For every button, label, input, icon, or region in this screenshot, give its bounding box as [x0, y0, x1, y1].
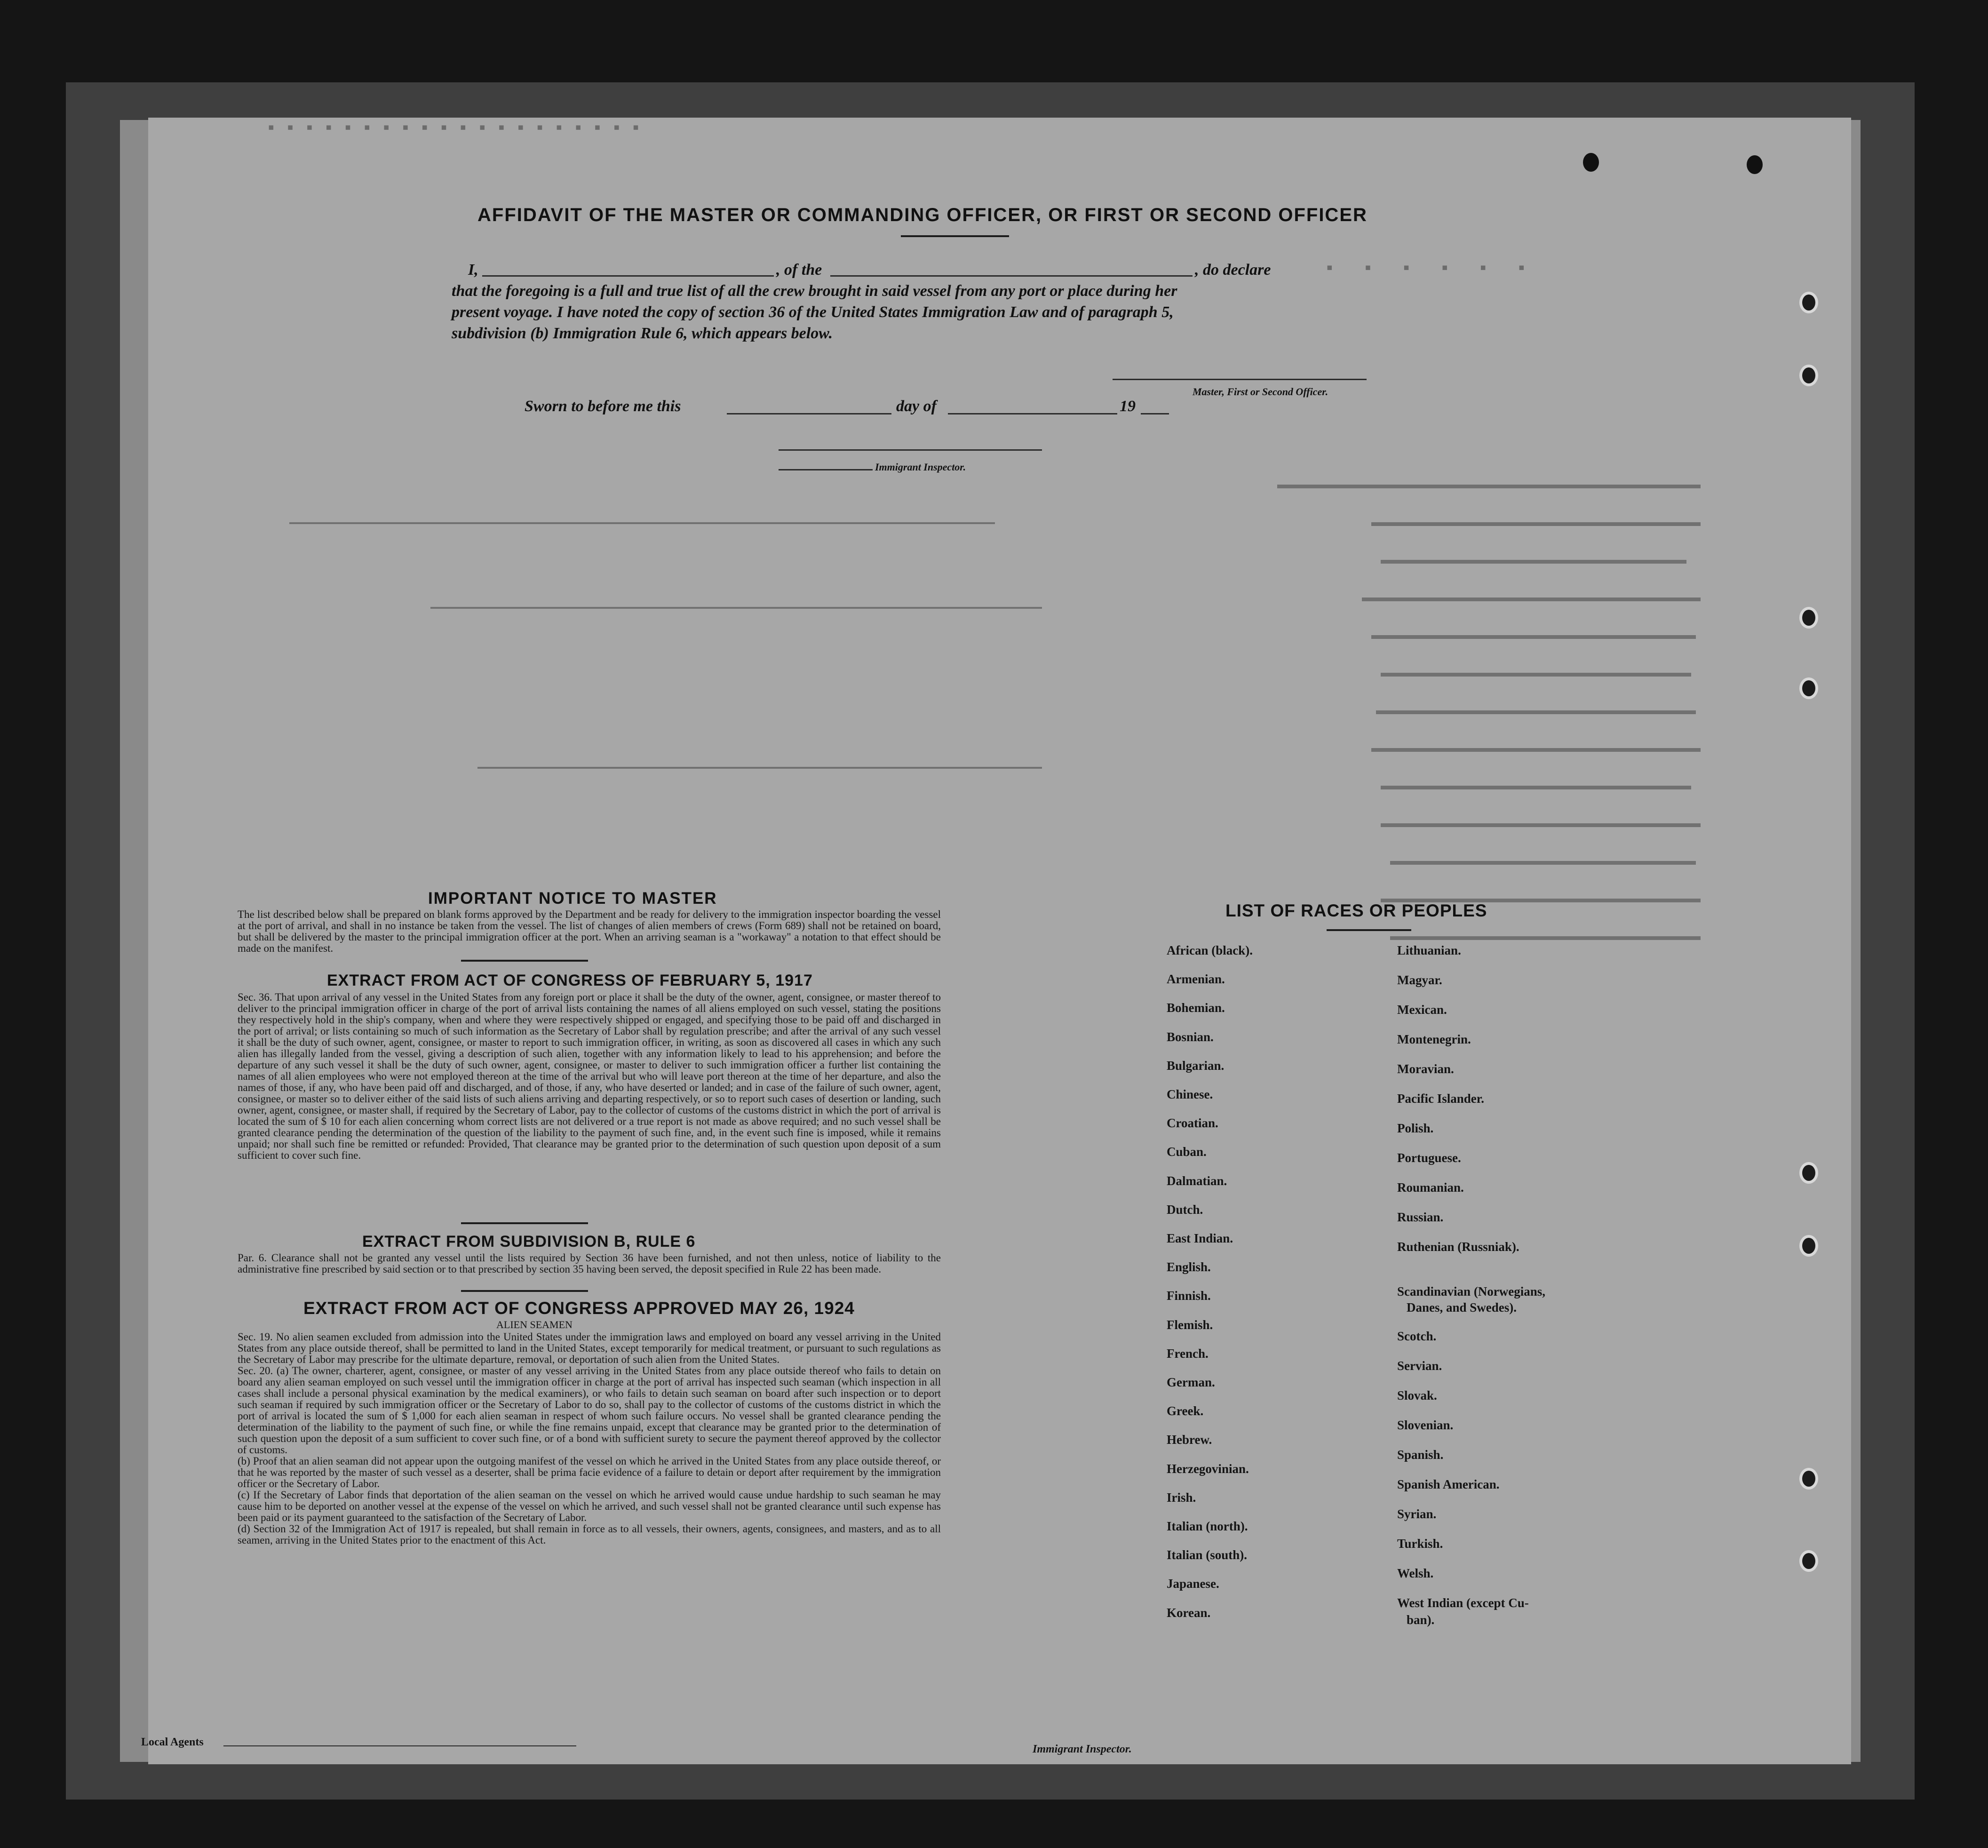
race-item: French. — [1167, 1346, 1209, 1361]
race-item: Flemish. — [1167, 1317, 1213, 1332]
race-item: Ruthenian (Russniak). — [1397, 1240, 1519, 1254]
extract-1917-title: EXTRACT FROM ACT OF CONGRESS OF FEBRUARY 5, 1917 — [327, 972, 813, 989]
sworn-year: 19 — [1120, 398, 1136, 415]
punch-hole-icon — [1799, 292, 1818, 313]
section-20c: (c) If the Secretary of Labor finds that deportation of the alien seaman on the vessel on which he arrived would cause undue hardship to such seaman he may cause him to be deported on another vessel at the expense of the vessel on which he arrived, and such vessel shall not be granted clearance until such expense has been paid or its payment guaranteed to the satisfaction of the Secretary of Labor. — [238, 1489, 941, 1523]
punch-hole-icon — [1799, 1162, 1818, 1184]
race-item: Mexican. — [1397, 1003, 1447, 1017]
section-19: Sec. 19. No alien seamen excluded from admission into the United States under the immigration laws and employed on board any vessel arriving in the United States from any place outside thereof, shall be permitted to land in the United States, except temporarily for medical treatment, or pursuant to such regulations as the Secretary of Labor may prescribe for the ultimate departure, removal, or deportation of such alien from the United States. — [238, 1331, 941, 1365]
race-item: Bulgarian. — [1167, 1058, 1225, 1073]
signature-line — [1113, 379, 1367, 380]
sworn-text: Sworn to before me this — [525, 398, 681, 415]
race-item: Portuguese. — [1397, 1151, 1461, 1165]
local-agents-line — [223, 1745, 576, 1746]
race-item: Welsh. — [1397, 1566, 1434, 1580]
race-item: Italian (south). — [1167, 1548, 1248, 1562]
punch-hole-icon — [1799, 677, 1818, 699]
race-item: Chinese. — [1167, 1087, 1213, 1101]
affidavit-title: AFFIDAVIT OF THE MASTER OR COMMANDING OFFICER, OR FIRST OR SECOND OFFICER — [477, 205, 1368, 225]
race-continuation: ban). — [1407, 1613, 1435, 1627]
punch-hole-icon — [1799, 1468, 1818, 1490]
extract-1924-body — [238, 1331, 941, 1546]
race-item: Korean. — [1167, 1605, 1211, 1620]
race-item: Croatian. — [1167, 1116, 1218, 1131]
inspector-line-short — [779, 469, 873, 470]
affidavit-line2: that the foregoing is a full and true list of all the crew brought in said vessel from any port or place during her — [452, 282, 1177, 300]
sworn-month-line — [948, 413, 1117, 414]
punch-hole-icon — [1747, 155, 1763, 174]
race-item: Spanish American. — [1397, 1477, 1500, 1491]
sworn-day-of: day of — [896, 398, 937, 415]
vessel-blank-line — [830, 275, 1193, 277]
race-item: Bosnian. — [1167, 1029, 1214, 1044]
race-item: Dutch. — [1167, 1202, 1203, 1217]
race-item: Polish. — [1397, 1121, 1434, 1135]
race-item: German. — [1167, 1375, 1215, 1389]
race-item: Hebrew. — [1167, 1433, 1212, 1447]
affidavit-line3: present voyage. I have noted the copy of section 36 of the United States Immigration Law and of paragraph 5, — [452, 303, 1174, 321]
race-item: Montenegrin. — [1397, 1032, 1471, 1046]
race-item: Bohemian. — [1167, 1001, 1225, 1015]
race-continuation: Danes, and Swedes). — [1407, 1300, 1517, 1314]
document-page: ▪▪▪▪▪▪▪▪▪▪▪▪▪▪▪▪▪▪▪▪ ▪ ▪ ▪ ▪ ▪ ▪ AFFIDAVIT OF THE MASTER OR COMMANDING OFFICER, OR FIRST OR SECOND OFFICER I, , of the , do declare that the foregoing is a full and true list of all the crew brought in said vessel from any port or place during her present voyage. I have noted the copy of section 36 of the United States Immigration Law and of paragraph 5, subdivision (b) Immigration Rule 6, which appears below. Master, First or Second Officer. Sworn to before me this day of 19 Immigrant Inspector. IMPORTANT NOTICE TO MASTER The list described below shall be prepared on blank forms approved by the Department and be ready for delivery to the immigration inspector boarding the vessel at the port of arrival, and shall in no instance be taken from the vessel. The list of changes of alien members of crews (Form 689) shall not be retained on board, but shall be delivered by the master to the principal immigration officer at the port. When an arriving seaman is a "workaway" a notation to that effect should be made on the manifest. EXTRACT FROM ACT OF CONGRESS OF FEBRUARY 5, 1917 Sec. 36. That upon arrival of any vessel in the United States from any foreign port or place it shall be the duty of the owner, agent, consignee, or master thereof to deliver to the principal immigration officer in charge of the port of arrival lists containing the names of all aliens employed on such vessel, stating the positions they respectively hold in the ship's company, when and where they were respectively shipped or engaged, and specifying those to be paid off and discharged in the port of arrival; or lists containing so much of such information as the Secretary of Labor shall by regulation prescribe; and after the arrival of any such vessel it shall be the duty of such owner, agent, consignee, or master to report to such immigration officer, in writing, as soon as discovered all cases in which any such alien has illegally landed from the vessel, giving a description of such alien, together with any information likely to lead to his apprehension; and before the departure of any such vessel it shall be the duty of such owner, agent, consignee, or master to deliver to such immigration officer a further list containing the names of all alien employees who were not employed thereon at the time of the arrival but who will leave port thereon at the time of her departure, and also the names of those, if any, who have been paid off and discharged, and of those, if any, who have deserted or landed; and in case of the failure of such owner, agent, consignee, or master so to deliver either of the said lists of such aliens arriving and departing respectively, or so to report such cases of desertion or landing, such owner, agent, consignee, or master shall, if required by the Secretary of Labor, pay to the collector of customs of the customs district in which the port of arrival is located the sum of $ 10 for each alien concerning whom correct lists are not delivered or a true report is not made as above required; and no such vessel shall be granted clearance pending the determination of the question of the liability to the payment of such fine, and, in the event such fine is imposed, while it remains unpaid; nor shall such fine be remitted or refunded: Provided, That clearance may be granted prior to the determination of such question upon deposit of a sum sufficient to cover such fine. EXTRACT FROM SUBDIVISION B, RULE 6 Par. 6. Clearance shall not be granted any vessel until the lists required by Section 36 have been furnished, and not then unless, notice of liability to the administrative fine prescribed by said section or to that prescribed by section 35 having been served, the deposit specified in Rule 22 has been made. EXTRACT FROM ACT OF CONGRESS APPROVED MAY 26, 1924 ALIEN SEAMEN Sec. 19. No alien seamen excluded from admission into the United States under the immigration laws and employed on board any vessel arriving in the United States from any place outside thereof, shall be permitted to land in the United States, except temporarily for medical treatment, or pursuant to such regulations as the Secretary of Labor may prescribe for the ultimate departure, removal, or deportation of such alien from the United States. Sec. 20. (a) The owner, charterer, agent, consignee, or master of any vessel arriving in the United States from any place outside thereof who fails to detain on board any alien seaman employed on such vessel until the immigration officer in charge at the port of arrival has inspected such seaman (which inspection in all cases shall include a personal physical examination by the medical examiners), or who fails to detain such seaman on board after such inspection or to deport such seaman if required by such immigration officer or the Secretary of Labor to do so, shall pay to the collector of customs of the customs district in which the port of arrival is located the sum of $ 1,000 for each alien seaman in respect of whom such failure occurs. No vessel shall be granted clearance pending the determination of the liability to the payment of such fine, or while the fine remains unpaid, except that clearance may be granted prior to the determination of such question upon the deposit of a sum sufficient to cover such fine, or of a bond with sufficient surety to secure the payment thereof approved by the collector of customs. (b) Proof that an alien seaman did not appear upon the outgoing manifest of the vessel on which he arrived in the United States from any place outside thereof, or that he was reported by the master of such vessel as a deserter, shall be prima facie evidence of a failure to detain or deport after requirement by the immigration officer or the Secretary of Labor. (c) If the Secretary of Labor finds that deportation of the alien seaman on the vessel on which he arrived would cause undue hardship to such seaman he may cause him to be deported on another vessel at the expense of the vessel on which he arrived, and such vessel shall not be granted clearance until such expense has been paid or its payment guaranteed to the satisfaction of the Secretary of Labor. (d) Section 32 of the Immigration Act of 1917 is repealed, but shall remain in force as to all vessels, their owners, agents, consignees, and masters, and as to all seamen, arriving in the United States prior to the enactment of this Act. LIST OF RACES OR PEOPLES Danes, and Swedes). ban). Local Agents Immigrant Inspector. African (black). Armenian. Bohemian. Bosnian. Bulgarian. Chinese. Croatian. Cuban. Dalmatian. Dutch. East Indian. English. Finnish. Flemish. French. German. Greek. Hebrew. Herzegovinian. Irish. Italian (north). Italian (south). Japanese. Korean. Lithuanian. Magyar. Mexican. Montenegrin. Moravian. Pacific Islander. Polish. Portuguese. Roumanian. Russian. Ruthenian (Russniak). Scandinavian (Norwegians, Scotch. Servian. Slovak. Slovenian. Spanish. Spanish American. Syrian. Turkish. Welsh. West Indian (except Cu- — [148, 118, 1851, 1764]
race-item: Pacific Islander. — [1397, 1091, 1484, 1106]
divider — [461, 1222, 588, 1224]
race-item: Syrian. — [1397, 1507, 1437, 1521]
extract-1917-body: Sec. 36. That upon arrival of any vessel in the United States from any foreign port or place it shall be the duty of the owner, agent, consignee, or master thereof to deliver to the principal immigration officer in charge of the port of arrival lists containing the names of all aliens employed on such vessel, stating the positions they respectively hold in the ship's company, when and where they were respectively shipped or engaged, and specifying those to be paid off and discharged in the port of arrival; or lists containing so much of such information as the Secretary of Labor shall by regulation prescribe; and after the arrival of any such vessel it shall be the duty of such owner, agent, consignee, or master to report to such immigration officer, in writing, as soon as discovered all cases in which any such alien has illegally landed from the vessel, giving a description of such alien, together with any information likely to lead to his apprehension; and before the departure of any such vessel it shall be the duty of such owner, agent, consignee, or master to deliver to such immigration officer a further list containing the names of all alien employees who were not employed thereon at the time of the arrival but who will leave port thereon at the time of her departure, and also the names of those, if any, who have been paid off and discharged, and of those, if any, who have deserted or landed; and in case of the failure of such owner, agent, consignee, or master so to deliver either of the said lists of such aliens arriving and departing respectively, or so to report such cases of desertion or landing, such owner, agent, consignee, or master shall, if required by the Secretary of Labor, pay to the collector of customs of the customs district in which the port of arrival is located the sum of $ 10 for each alien concerning whom correct lists are not delivered or a true report is not made as above required; and no such vessel shall be granted clearance pending the determination of the question of the liability to the payment of such fine, and, in the event such fine is imposed, while it remains unpaid; nor shall such fine be remitted or refunded: Provided, That clearance may be granted prior to the determination of such question upon deposit of a sum sufficient to cover such fine. — [238, 991, 941, 1161]
affidavit-line4: subdivision (b) Immigration Rule 6, which appears below. — [452, 325, 833, 342]
divider — [1327, 929, 1411, 931]
signature-label: Master, First or Second Officer. — [1193, 386, 1328, 398]
race-item: West Indian (except Cu- — [1397, 1596, 1529, 1610]
punch-hole-icon — [1799, 607, 1818, 629]
punch-hole-icon — [1799, 1235, 1818, 1257]
race-item: Turkish. — [1397, 1537, 1443, 1551]
affidavit-line1-start: I, — [468, 261, 478, 279]
affidavit-line1-mid: , of the — [776, 261, 822, 279]
race-item: Russian. — [1397, 1210, 1444, 1224]
race-item: Cuban. — [1167, 1145, 1207, 1159]
race-item: Armenian. — [1167, 972, 1225, 987]
inspector-label: Immigrant Inspector. — [875, 461, 966, 473]
race-item: Moravian. — [1397, 1062, 1454, 1076]
race-item: Japanese. — [1167, 1577, 1219, 1591]
race-item: Lithuanian. — [1397, 943, 1461, 957]
race-item: Italian (north). — [1167, 1519, 1248, 1533]
local-agents-label: Local Agents — [141, 1736, 204, 1748]
race-item: African (black). — [1167, 943, 1253, 957]
divider — [461, 960, 588, 962]
race-item: East Indian. — [1167, 1231, 1233, 1245]
race-item: Irish. — [1167, 1490, 1196, 1505]
divider — [901, 235, 1009, 237]
punch-hole-icon — [1799, 365, 1818, 386]
race-item: Slovenian. — [1397, 1418, 1454, 1432]
race-item: Slovak. — [1397, 1388, 1437, 1402]
race-item: Scandinavian (Norwegians, — [1397, 1284, 1546, 1298]
affidavit-line1-end: , do declare — [1195, 261, 1271, 279]
punch-hole-icon — [1799, 1550, 1818, 1572]
notice-body: The list described below shall be prepared on blank forms approved by the Department and be ready for delivery to the immigration inspector boarding the vessel at the port of arrival, and shall in no instance be taken from the vessel. The list of changes of alien members of crews (Form 689) shall not be retained on board, but shall be delivered by the master to the principal immigration officer at the port. When an arriving seaman is a "workaway" a notation to that effect should be made on the manifest. — [238, 908, 941, 954]
race-item: Finnish. — [1167, 1289, 1211, 1303]
races-title: LIST OF RACES OR PEOPLES — [1225, 901, 1487, 920]
race-item: Greek. — [1167, 1404, 1204, 1418]
race-item: Dalmatian. — [1167, 1173, 1227, 1188]
sworn-year-line — [1141, 413, 1169, 414]
sworn-day-line — [727, 413, 891, 414]
footer-inspector-label: Immigrant Inspector. — [1033, 1743, 1132, 1755]
race-item: Spanish. — [1397, 1448, 1444, 1462]
extract-rule6-title: EXTRACT FROM SUBDIVISION B, RULE 6 — [362, 1233, 696, 1251]
race-item: Magyar. — [1397, 973, 1442, 987]
section-20b: (b) Proof that an alien seaman did not appear upon the outgoing manifest of the vessel on which he arrived in the United States from any place outside thereof, or that he was reported by the master of such vessel as a deserter, shall be prima facie evidence of a failure to detain or deport after requirement by the immigration officer or the Secretary of Labor. — [238, 1455, 941, 1490]
extract-1924-title: EXTRACT FROM ACT OF CONGRESS APPROVED MAY 26, 1924 — [303, 1298, 855, 1318]
notice-title: IMPORTANT NOTICE TO MASTER — [428, 889, 717, 908]
race-item: Scotch. — [1397, 1329, 1437, 1343]
name-blank-line — [482, 275, 774, 277]
section-20a: Sec. 20. (a) The owner, charterer, agent, consignee, or master of any vessel arriving in the United States from any place outside thereof who fails to detain on board any alien seaman employed on such vessel until the immigration officer in charge at the port of arrival has inspected such seaman (which inspection in all cases shall include a personal physical examination by the medical examiners), or who fails to detain such seaman on board after such inspection or to deport such seaman if required by such immigration officer or the Secretary of Labor to do so, shall pay to the collector of customs of the customs district in which the port of arrival is located the sum of $ 1,000 for each alien seaman in respect of whom such failure occurs. No vessel shall be granted clearance pending the determination of the liability to the payment of such fine, or while the fine remains unpaid, except that clearance may be granted prior to the determination of such question upon the deposit of a sum sufficient to cover such fine, or of a bond with sufficient surety to secure the payment thereof approved by the collector of customs. — [238, 1365, 941, 1456]
race-item: English. — [1167, 1260, 1211, 1274]
extract-1924-subtitle: ALIEN SEAMEN — [496, 1319, 573, 1330]
punch-hole-icon — [1583, 153, 1599, 172]
inspector-line — [779, 449, 1042, 451]
section-20d: (d) Section 32 of the Immigration Act of 1917 is repealed, but shall remain in force as to all vessels, their owners, agents, consignees, and masters, and as to all seamen, arriving in the United States prior to the enactment of this Act. — [238, 1523, 941, 1546]
race-item: Herzegovinian. — [1167, 1461, 1249, 1476]
extract-rule6-body: Par. 6. Clearance shall not be granted any vessel until the lists required by Section 36 have been furnished, and not then unless, notice of liability to the administrative fine prescribed by said section or to that prescribed by section 35 having been served, the deposit specified in Rule 22 has been made. — [238, 1252, 941, 1275]
race-item: Roumanian. — [1397, 1180, 1464, 1195]
race-item: Servian. — [1397, 1359, 1442, 1373]
divider — [461, 1290, 588, 1292]
